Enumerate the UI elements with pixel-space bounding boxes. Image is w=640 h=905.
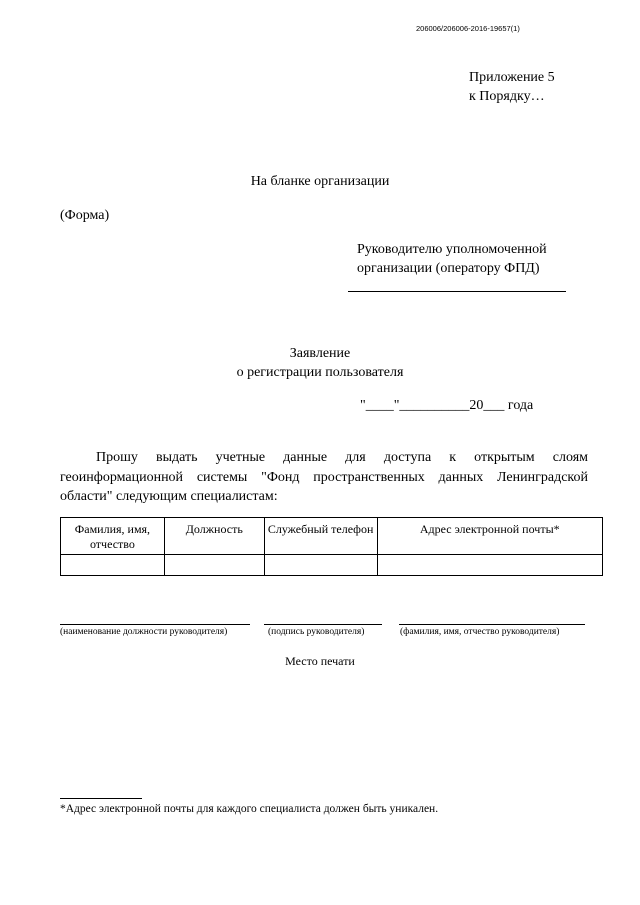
stamp-place-label: Место печати bbox=[285, 654, 355, 668]
date-field: "____"__________20___ года bbox=[360, 398, 534, 413]
form-label: (Форма) bbox=[60, 208, 110, 223]
addressee-blank-line bbox=[348, 291, 566, 292]
letterhead-note: На бланке организации bbox=[250, 174, 390, 189]
column-header-position: Должность bbox=[164, 518, 264, 555]
table-row bbox=[61, 555, 603, 576]
signature-caption: (подпись руководителя) bbox=[268, 627, 365, 637]
table-cell-phone bbox=[264, 555, 377, 576]
table-header-row bbox=[61, 518, 603, 555]
footnote-separator bbox=[60, 798, 142, 799]
specialists-table bbox=[60, 517, 603, 576]
name-signature-line bbox=[399, 624, 585, 625]
document-subtitle: о регистрации пользователя bbox=[236, 365, 404, 380]
annex-number: Приложение 5 bbox=[469, 70, 555, 85]
document-id: 206006/206006-2016-19657(1) bbox=[416, 24, 520, 33]
signature-line bbox=[264, 624, 382, 625]
addressee-line-2: организации (оператору ФПД) bbox=[357, 261, 540, 276]
addressee-line-1: Руководителю уполномоченной bbox=[357, 242, 547, 257]
request-text: Прошу выдать учетные данные для доступа к открытым слоям геоинформационной системы "Фонд пространственных данных Ленинградской области" следующим специалистам: bbox=[60, 450, 588, 504]
position-signature-line bbox=[60, 624, 250, 625]
footnote: *Адрес электронной почты для каждого специалиста должен быть уникален. bbox=[60, 803, 439, 815]
table-cell-position bbox=[164, 555, 264, 576]
table-cell-fullname bbox=[61, 555, 165, 576]
table-cell-email bbox=[377, 555, 602, 576]
column-header-email: Адрес электронной почты* bbox=[377, 518, 602, 555]
column-header-phone: Служебный телефон bbox=[264, 518, 377, 555]
column-header-fullname: Фамилия, имя, отчество bbox=[61, 518, 165, 555]
annex-reference: к Порядку… bbox=[469, 89, 545, 104]
position-caption: (наименование должности руководителя) bbox=[60, 627, 228, 637]
name-caption: (фамилия, имя, отчество руководителя) bbox=[400, 627, 560, 637]
request-paragraph bbox=[60, 448, 588, 507]
document-title: Заявление bbox=[289, 346, 351, 361]
